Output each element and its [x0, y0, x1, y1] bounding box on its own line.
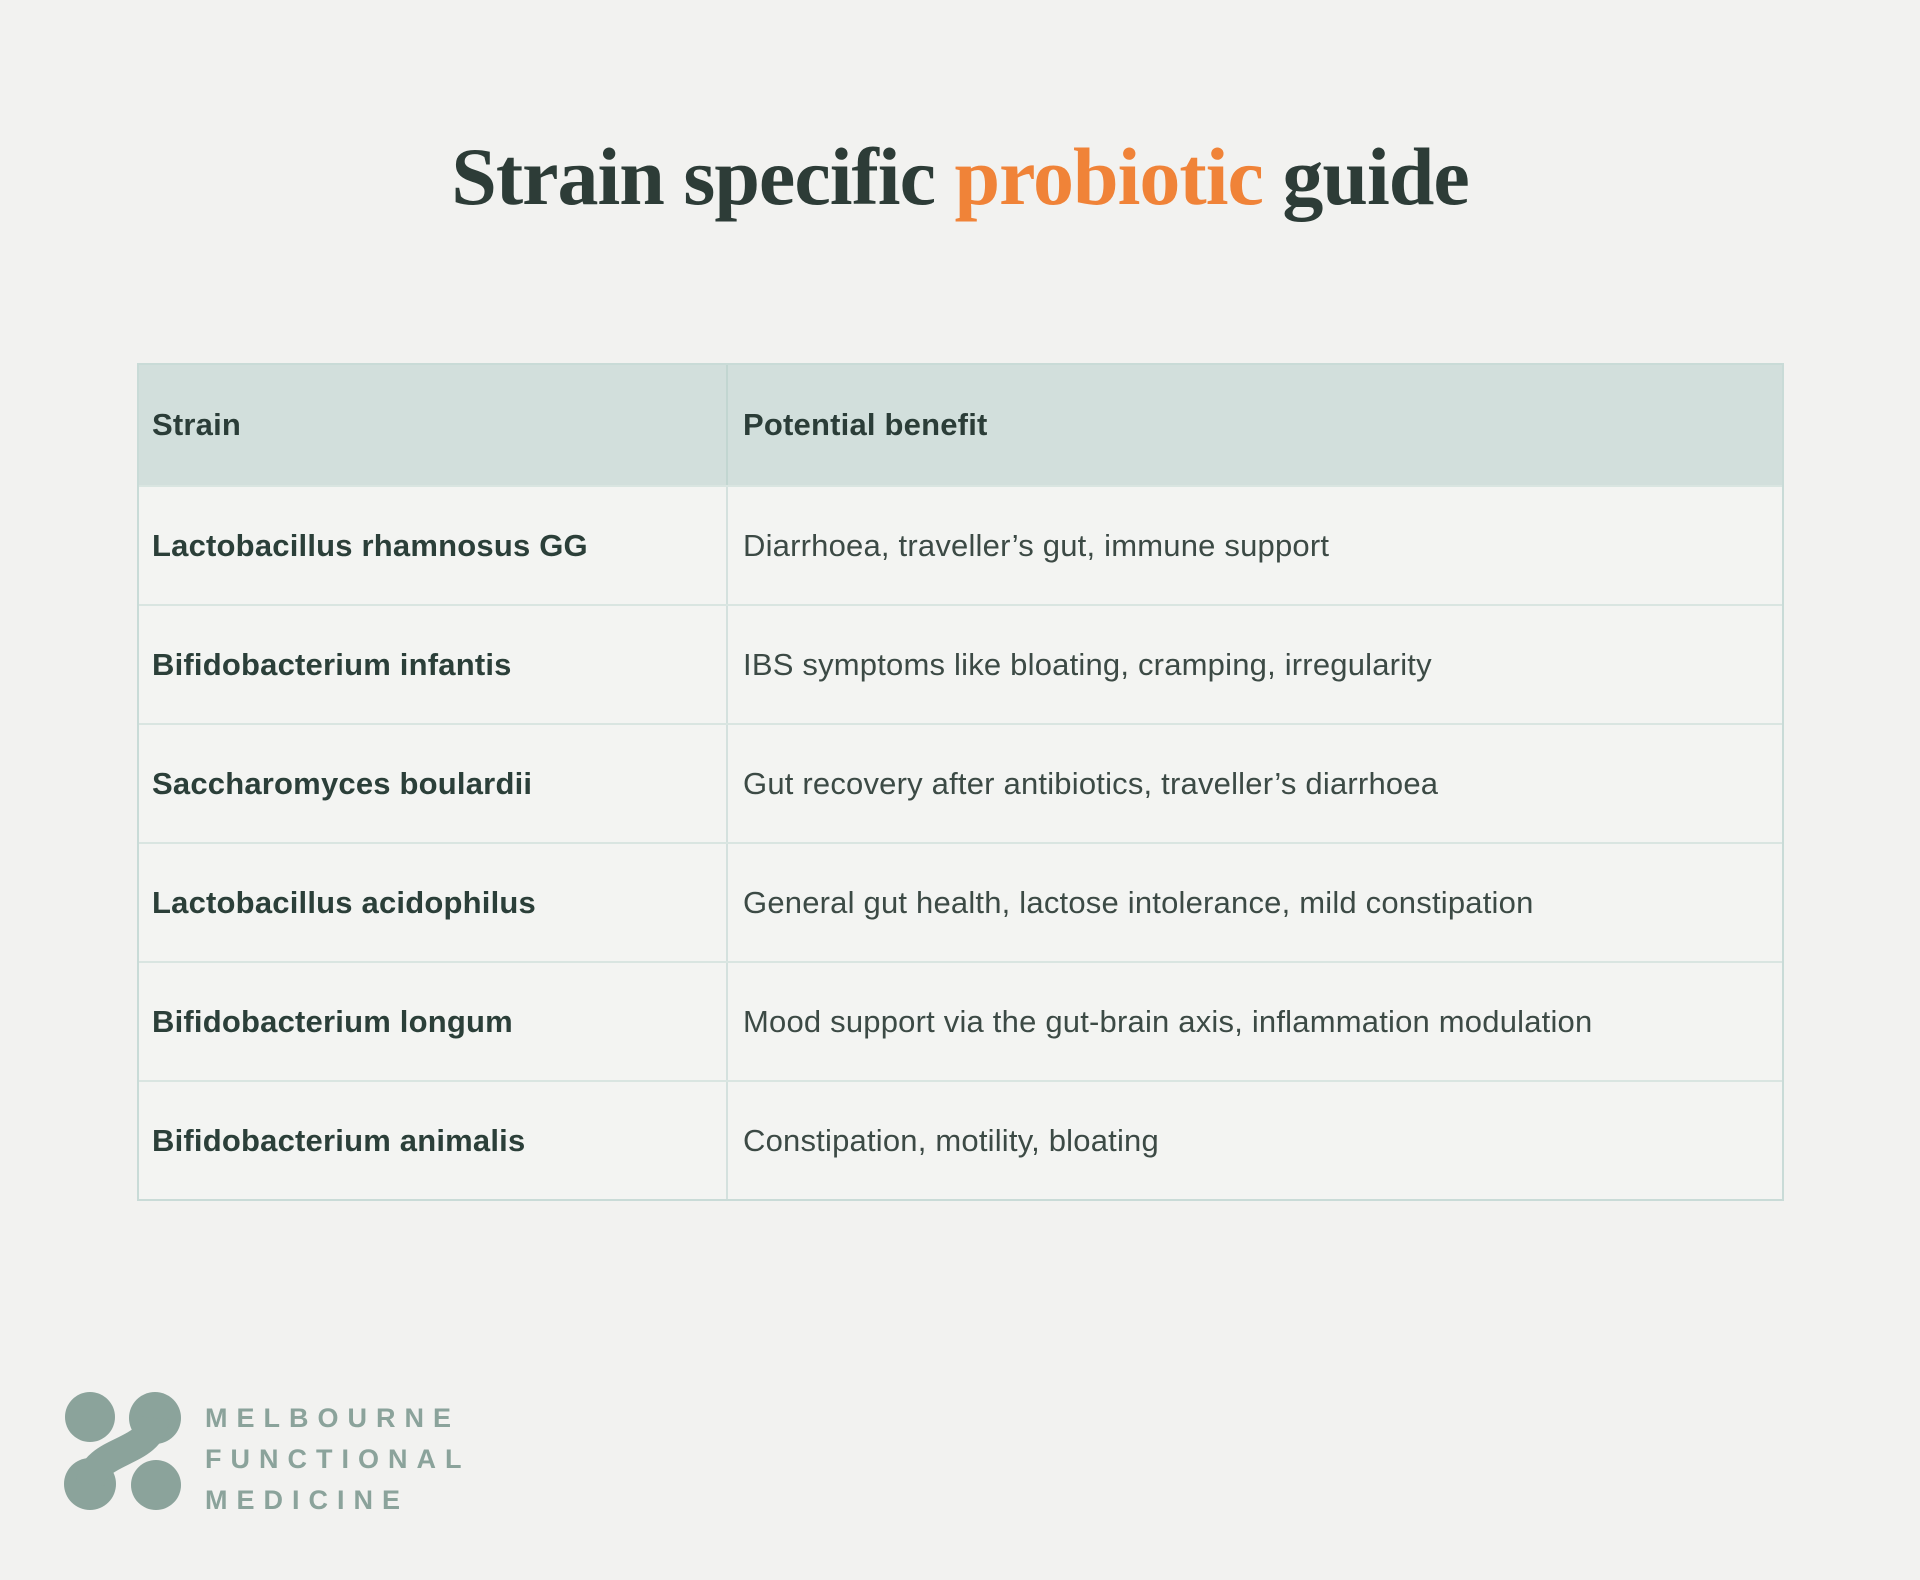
brand-name-line2: FUNCTIONAL — [205, 1444, 471, 1474]
strain-name: Lactobacillus rhamnosus GG — [152, 527, 588, 563]
table-row — [139, 723, 1782, 842]
table-row — [139, 485, 1782, 604]
table-row — [139, 842, 1782, 961]
probiotic-table — [137, 363, 1784, 1201]
benefit-description: General gut health, lactose intolerance, mild constipation — [743, 884, 1534, 920]
strain-name: Saccharomyces boulardii — [152, 765, 533, 801]
brand-name-line3: MEDICINE — [205, 1485, 410, 1515]
strain-name: Bifidobacterium longum — [152, 1003, 513, 1039]
title-prefix: Strain specific — [451, 131, 955, 222]
strain-cell — [139, 963, 728, 1080]
molecule-blobs-icon — [62, 1391, 183, 1511]
benefit-description: Diarrhoea, traveller’s gut, immune support — [743, 527, 1330, 563]
strain-name: Bifidobacterium infantis — [152, 646, 512, 682]
column-header-strain-label: Strain — [152, 407, 242, 442]
strain-cell — [139, 606, 728, 723]
column-header-benefit-label: Potential benefit — [743, 407, 988, 442]
strain-name: Bifidobacterium animalis — [152, 1122, 526, 1158]
benefit-description: Gut recovery after antibiotics, traveller’s diarrhoea — [743, 765, 1439, 801]
benefit-description: IBS symptoms like bloating, cramping, irregularity — [743, 646, 1432, 682]
column-header-benefit — [728, 365, 1782, 485]
benefit-cell — [728, 844, 1782, 961]
strain-cell — [139, 487, 728, 604]
strain-cell — [139, 725, 728, 842]
strain-cell — [139, 1082, 728, 1199]
brand-name-line1: MELBOURNE — [205, 1403, 460, 1433]
table-row — [139, 604, 1782, 723]
title-suffix: guide — [1262, 131, 1469, 222]
benefit-description: Constipation, motility, bloating — [743, 1122, 1159, 1158]
table-row — [139, 1080, 1782, 1199]
table-row — [139, 961, 1782, 1080]
benefit-description: Mood support via the gut-brain axis, inflammation modulation — [743, 1003, 1593, 1039]
benefit-cell — [728, 487, 1782, 604]
column-header-strain — [139, 365, 728, 485]
strain-name: Lactobacillus acidophilus — [152, 884, 536, 920]
table-header-row — [139, 365, 1782, 485]
strain-cell — [139, 844, 728, 961]
benefit-cell — [728, 725, 1782, 842]
benefit-cell — [728, 963, 1782, 1080]
benefit-cell — [728, 606, 1782, 723]
brand-name — [205, 1398, 470, 1521]
benefit-cell — [728, 1082, 1782, 1199]
page-title — [0, 131, 1920, 222]
title-highlight: probiotic — [954, 131, 1263, 222]
